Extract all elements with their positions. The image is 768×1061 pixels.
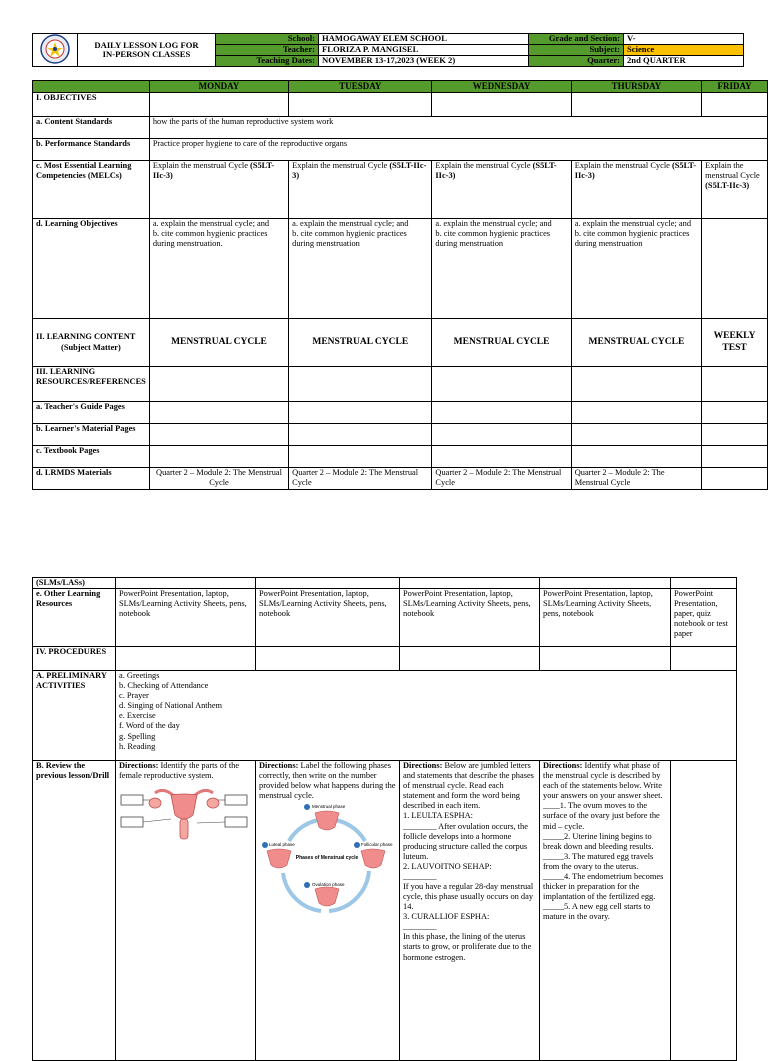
teachers-guide-label: a. Teacher's Guide Pages <box>33 402 150 424</box>
quarter-value: 2nd QUARTER <box>624 56 744 67</box>
day-friday: FRIDAY <box>702 81 768 93</box>
school-label: School: <box>216 34 319 45</box>
thu-item: _____3. The matured egg travels from the ovary to the uterus. <box>543 851 654 871</box>
performance-standards: Practice proper hygiene to care of the reproductive organs <box>149 139 767 161</box>
performance-standards-label: b. Performance Standards <box>33 139 150 161</box>
lrmds-thursday: Quarter 2 – Module 2: The Menstrual Cycle <box>571 468 701 490</box>
review-label: B. Review the previous lesson/Drill <box>33 761 116 1061</box>
lrmds-monday: Quarter 2 – Module 2: The Menstrual Cycle <box>149 468 288 490</box>
prelim-item: c. Prayer <box>119 691 149 701</box>
procedures-heading: IV. PROCEDURES <box>33 647 116 671</box>
objectives-monday: a. explain the menstrual cycle; and b. cite common hygienic practices during menstruation. <box>149 219 288 319</box>
deped-seal <box>33 34 78 67</box>
topic-wednesday: MENSTRUAL CYCLE <box>432 319 571 367</box>
melc-friday: Explain the menstrual Cycle (S5LT-IIc-3) <box>702 161 768 219</box>
lrmds-label-cont: (SLMs/LASs) <box>33 578 116 589</box>
melc-wednesday: Explain the menstrual Cycle (S5LT-IIc-3) <box>432 161 571 219</box>
thu-item: _____4. The endometrium becomes thicker in preparation for the implantation of the fertilized egg. <box>543 871 664 902</box>
lrmds-wednesday: Quarter 2 – Module 2: The Menstrual Cycle <box>432 468 571 490</box>
lesson-table-part2 <box>32 577 737 1061</box>
day-monday: MONDAY <box>149 81 288 93</box>
objectives-thursday: a. explain the menstrual cycle; and b. cite common hygienic practices during menstruation <box>571 219 701 319</box>
resources-heading: III. LEARNING RESOURCES/REFERENCES <box>33 367 150 402</box>
corner-cell <box>33 81 150 93</box>
grade-value: V- <box>624 34 744 45</box>
lesson-table-part1 <box>32 80 768 490</box>
objectives-friday <box>702 219 768 319</box>
menstrual-phase-label: Menstrual phase <box>312 804 346 810</box>
subject-label: Subject: <box>529 45 624 56</box>
topic-friday: WEEKLY TEST <box>702 319 768 367</box>
review-friday <box>671 761 737 1061</box>
prelim-item: b. Checking of Attendance <box>119 681 209 691</box>
ovulation-phase-label: Ovulation phase <box>312 882 345 888</box>
dates-label: Teaching Dates: <box>216 56 319 67</box>
follicular-phase-label: Follicular phase <box>361 842 393 848</box>
day-thursday: THURSDAY <box>571 81 701 93</box>
lrmds-tuesday: Quarter 2 – Module 2: The Menstrual Cycle <box>289 468 432 490</box>
dates-value: NOVEMBER 13-17,2023 (WEEK 2) <box>319 56 529 67</box>
topic-thursday: MENSTRUAL CYCLE <box>571 319 701 367</box>
other-wednesday: PowerPoint Presentation, laptop, SLMs/Learning Activity Sheets, pens, notebook <box>400 589 540 647</box>
luteal-phase-label: Luteal phase <box>269 842 295 848</box>
learning-objectives-label: d. Learning Objectives <box>33 219 150 319</box>
melc-tuesday: Explain the menstrual Cycle (S5LT-IIc-3) <box>289 161 432 219</box>
grade-label: Grade and Section: <box>529 34 624 45</box>
objectives-wednesday: a. explain the menstrual cycle; and b. cite common hygienic practices during menstruation <box>432 219 571 319</box>
review-thursday: Directions: Identify what phase of the menstrual cycle is described by each of the statements below. Write your answers on your answer sheet. ____1. The ovum moves to the surface of the ovary just before the mid – cycle. _____2. Uterine lining begins to break down and bleeding results. _____3. The matured egg travels from the ovary to the uterus. _____4. The endometrium becomes thicker in preparation for the implantation of the fertilized egg. _____5. A new egg cell starts to mature in the ovary. <box>540 761 671 1061</box>
content-standards: how the parts of the human reproductive system work <box>149 117 767 139</box>
prelim-item: d. Singing of National Anthem <box>119 701 223 711</box>
textbook-label: c. Textbook Pages <box>33 446 150 468</box>
objectives-tuesday: a. explain the menstrual cycle; and b. cite common hygienic practices during menstruation <box>289 219 432 319</box>
lrmds-friday <box>702 468 768 490</box>
log-title: DAILY LESSON LOG FOR IN-PERSON CLASSES <box>78 34 216 67</box>
school-value: HAMOGAWAY ELEM SCHOOL <box>319 34 529 45</box>
review-monday: Directions: Identify the parts of the female reproductive system. <box>116 761 256 1061</box>
reproductive-system-illustration <box>119 781 249 843</box>
prelim-item: h. Reading <box>119 741 156 751</box>
menstrual-phases-diagram <box>259 801 395 921</box>
review-wednesday: Directions: Below are jumbled letters and statements that describe the phases of menstrual cycle. Read each statement and form the word being described in each item. 1. LEULTA ESPHA: ________ After ovulation occurs, the follicle develops into a hormone producing structure called the corpus luteum. 2. LAUVOITNO SEHAP: ________ If you have a regular 28-day menstrual cycle, this phase usually occurs on day 14. 3. CURALLIOF ESPHA: ________ In this phase, the lining of the uterus starts to grow, or proliferate due to the hormone estrogen. <box>400 761 540 1061</box>
preliminary-list <box>116 671 737 761</box>
prelim-item: g. Spelling <box>119 731 156 741</box>
day-wednesday: WEDNESDAY <box>432 81 571 93</box>
other-monday: PowerPoint Presentation, laptop, SLMs/Learning Activity Sheets, pens, notebook <box>116 589 256 647</box>
melc-monday: Explain the menstrual Cycle (S5LT-IIc-3) <box>149 161 288 219</box>
thu-item: _____5. A new egg cell starts to mature in the ovary. <box>543 902 651 922</box>
other-tuesday: PowerPoint Presentation, laptop, SLMs/Learning Activity Sheets, pens, notebook <box>256 589 400 647</box>
learners-material-label: b. Learner's Material Pages <box>33 424 150 446</box>
quarter-label: Quarter: <box>529 56 624 67</box>
prelim-item: e. Exercise <box>119 711 156 721</box>
lrmds-label: d. LRMDS Materials <box>33 468 150 490</box>
learning-content-label: II. LEARNING CONTENT (Subject Matter) <box>33 319 150 367</box>
melc-label: c. Most Essential Learning Competencies (MELCs) <box>33 161 150 219</box>
other-resources-label: e. Other Learning Resources <box>33 589 116 647</box>
teacher-value: FLORIZA P. MANGISEL <box>319 45 529 56</box>
thu-item: ____1. The ovum moves to the surface of the ovary just before the mid – cycle. <box>543 801 660 831</box>
deped-seal-icon <box>40 34 70 64</box>
content-standards-label: a. Content Standards <box>33 117 150 139</box>
objectives-heading: I. OBJECTIVES <box>33 93 150 117</box>
prelim-item: a. Greetings <box>119 671 160 681</box>
subject-value: Science <box>624 45 744 56</box>
other-thursday: PowerPoint Presentation, laptop, SLMs/Learning Activity Sheets, pens, notebook <box>540 589 671 647</box>
teacher-label: Teacher: <box>216 45 319 56</box>
preliminary-label: A. PRELIMINARY ACTIVITIES <box>33 671 116 761</box>
day-tuesday: TUESDAY <box>289 81 432 93</box>
header-table <box>32 33 744 67</box>
thu-item: _____2. Uterine lining begins to break down and bleeding results. <box>543 831 654 851</box>
diagram-center-label: Phases of Menstrual cycle <box>295 855 359 862</box>
review-tuesday: Directions: Label the following phases correctly, then write on the number provided below what happens during the menstrual cycle. Menstrual phase Follicular phase Ovulation phase Luteal phase Phases of Menstrual cycle <box>256 761 400 1061</box>
topic-tuesday: MENSTRUAL CYCLE <box>289 319 432 367</box>
topic-monday: MENSTRUAL CYCLE <box>149 319 288 367</box>
other-friday: PowerPoint Presentation, paper, quiz notebook or test paper <box>671 589 737 647</box>
prelim-item: f. Word of the day <box>119 721 180 731</box>
melc-thursday: Explain the menstrual Cycle (S5LT-IIc-3) <box>571 161 701 219</box>
